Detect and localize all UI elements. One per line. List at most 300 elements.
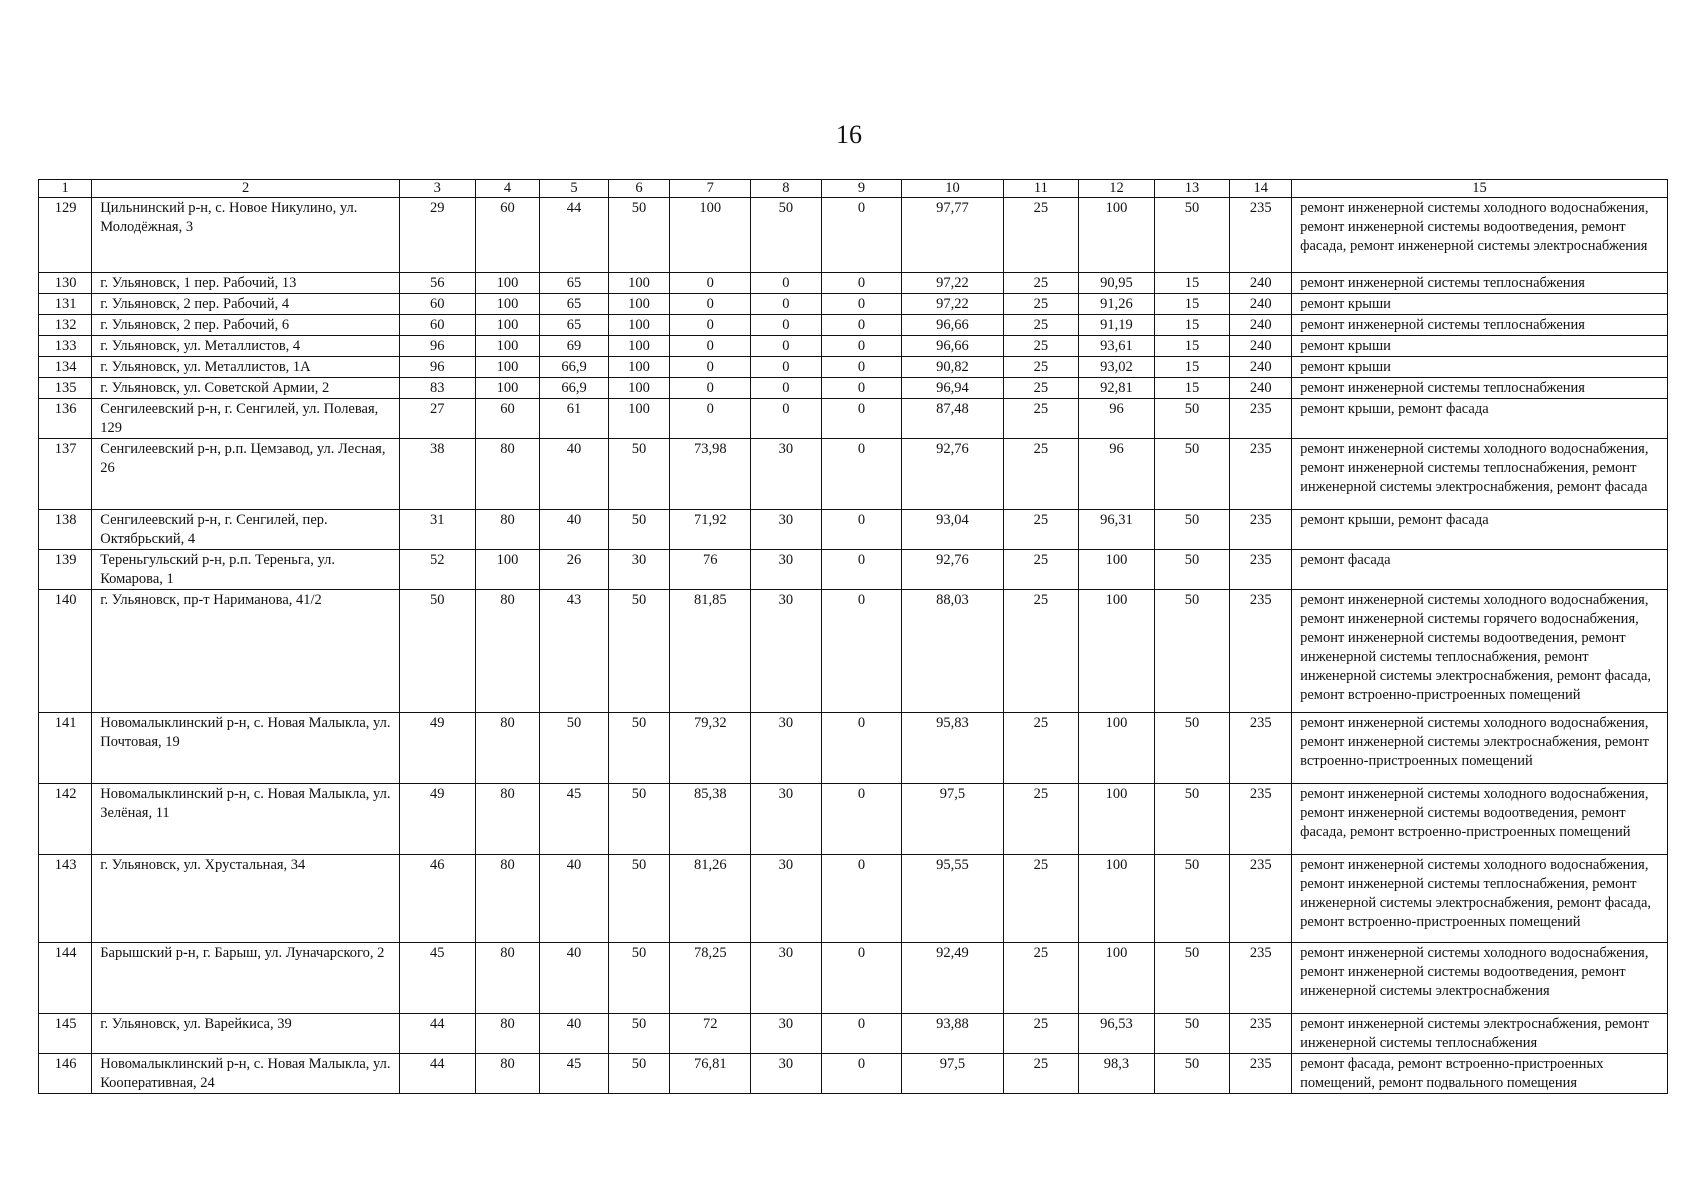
row-number-cell: 132 <box>39 315 92 336</box>
address-cell: г. Ульяновск, ул. Советской Армии, 2 <box>92 378 400 399</box>
repair-register-table <box>38 179 1668 1094</box>
value-cell-col-5: 45 <box>540 784 608 855</box>
value-cell-col-6: 50 <box>608 439 670 510</box>
value-cell-col-12: 98,3 <box>1079 1054 1155 1094</box>
work-type-cell: ремонт крыши <box>1292 357 1668 378</box>
row-number-cell: 137 <box>39 439 92 510</box>
value-cell-col-14: 240 <box>1230 357 1292 378</box>
value-cell-col-7: 81,26 <box>670 855 751 943</box>
column-header: 15 <box>1292 180 1668 198</box>
value-cell-col-10: 96,66 <box>902 315 1003 336</box>
table-row <box>39 198 1668 273</box>
value-cell-col-14: 235 <box>1230 198 1292 273</box>
table-row <box>39 590 1668 713</box>
value-cell-col-13: 50 <box>1154 198 1230 273</box>
value-cell-col-4: 100 <box>475 294 540 315</box>
value-cell-col-10: 87,48 <box>902 399 1003 439</box>
value-cell-col-5: 65 <box>540 315 608 336</box>
work-type-cell: ремонт инженерной системы теплоснабжения <box>1292 378 1668 399</box>
value-cell-col-7: 73,98 <box>670 439 751 510</box>
value-cell-col-6: 50 <box>608 1014 670 1054</box>
row-number-cell: 139 <box>39 550 92 590</box>
value-cell-col-13: 15 <box>1154 273 1230 294</box>
value-cell-col-11: 25 <box>1003 294 1079 315</box>
value-cell-col-14: 235 <box>1230 713 1292 784</box>
value-cell-col-6: 100 <box>608 315 670 336</box>
value-cell-col-13: 50 <box>1154 590 1230 713</box>
value-cell-col-4: 80 <box>475 1054 540 1094</box>
value-cell-col-8: 30 <box>751 1054 821 1094</box>
value-cell-col-6: 50 <box>608 784 670 855</box>
address-cell: Цильнинский р-н, с. Новое Никулино, ул. Молодёжная, 3 <box>92 198 400 273</box>
value-cell-col-12: 92,81 <box>1079 378 1155 399</box>
value-cell-col-13: 15 <box>1154 357 1230 378</box>
table-row <box>39 378 1668 399</box>
value-cell-col-9: 0 <box>821 315 902 336</box>
value-cell-col-8: 30 <box>751 943 821 1014</box>
value-cell-col-12: 96,53 <box>1079 1014 1155 1054</box>
value-cell-col-14: 235 <box>1230 1014 1292 1054</box>
column-header: 1 <box>39 180 92 198</box>
value-cell-col-5: 66,9 <box>540 357 608 378</box>
value-cell-col-9: 0 <box>821 273 902 294</box>
value-cell-col-9: 0 <box>821 713 902 784</box>
table-row <box>39 943 1668 1014</box>
value-cell-col-7: 0 <box>670 294 751 315</box>
value-cell-col-12: 90,95 <box>1079 273 1155 294</box>
value-cell-col-11: 25 <box>1003 590 1079 713</box>
value-cell-col-8: 30 <box>751 1014 821 1054</box>
value-cell-col-4: 80 <box>475 510 540 550</box>
value-cell-col-4: 100 <box>475 378 540 399</box>
value-cell-col-8: 50 <box>751 198 821 273</box>
value-cell-col-3: 45 <box>399 943 475 1014</box>
value-cell-col-9: 0 <box>821 550 902 590</box>
work-type-cell: ремонт крыши <box>1292 336 1668 357</box>
work-type-cell: ремонт фасада <box>1292 550 1668 590</box>
value-cell-col-7: 78,25 <box>670 943 751 1014</box>
value-cell-col-8: 30 <box>751 855 821 943</box>
value-cell-col-7: 76,81 <box>670 1054 751 1094</box>
value-cell-col-13: 50 <box>1154 1014 1230 1054</box>
value-cell-col-14: 235 <box>1230 943 1292 1014</box>
value-cell-col-8: 30 <box>751 713 821 784</box>
value-cell-col-10: 97,77 <box>902 198 1003 273</box>
work-type-cell: ремонт крыши, ремонт фасада <box>1292 510 1668 550</box>
value-cell-col-7: 0 <box>670 399 751 439</box>
address-cell: Сенгилеевский р-н, г. Сенгилей, ул. Полевая, 129 <box>92 399 400 439</box>
column-header: 11 <box>1003 180 1079 198</box>
address-cell: Сенгилеевский р-н, г. Сенгилей, пер. Октябрьский, 4 <box>92 510 400 550</box>
value-cell-col-3: 49 <box>399 713 475 784</box>
column-header: 2 <box>92 180 400 198</box>
value-cell-col-5: 40 <box>540 943 608 1014</box>
value-cell-col-9: 0 <box>821 943 902 1014</box>
value-cell-col-9: 0 <box>821 510 902 550</box>
value-cell-col-6: 50 <box>608 855 670 943</box>
value-cell-col-10: 93,04 <box>902 510 1003 550</box>
value-cell-col-5: 61 <box>540 399 608 439</box>
table-row <box>39 315 1668 336</box>
table-row <box>39 855 1668 943</box>
value-cell-col-11: 25 <box>1003 378 1079 399</box>
value-cell-col-8: 0 <box>751 294 821 315</box>
value-cell-col-7: 76 <box>670 550 751 590</box>
value-cell-col-9: 0 <box>821 198 902 273</box>
row-number-cell: 131 <box>39 294 92 315</box>
value-cell-col-13: 15 <box>1154 378 1230 399</box>
address-cell: г. Ульяновск, 2 пер. Рабочий, 6 <box>92 315 400 336</box>
value-cell-col-4: 100 <box>475 550 540 590</box>
value-cell-col-4: 60 <box>475 198 540 273</box>
value-cell-col-4: 80 <box>475 943 540 1014</box>
row-number-cell: 140 <box>39 590 92 713</box>
value-cell-col-12: 93,02 <box>1079 357 1155 378</box>
value-cell-col-8: 0 <box>751 315 821 336</box>
value-cell-col-9: 0 <box>821 294 902 315</box>
value-cell-col-12: 91,19 <box>1079 315 1155 336</box>
work-type-cell: ремонт инженерной системы холодного водоснабжения, ремонт инженерной системы теплоснабжения, ремонт инженерной системы электроснабжения, ремонт фасада, ремонт встроенно-пристроенных помещений <box>1292 855 1668 943</box>
value-cell-col-4: 80 <box>475 590 540 713</box>
value-cell-col-6: 50 <box>608 713 670 784</box>
value-cell-col-3: 52 <box>399 550 475 590</box>
value-cell-col-8: 0 <box>751 336 821 357</box>
value-cell-col-10: 97,5 <box>902 784 1003 855</box>
value-cell-col-10: 97,22 <box>902 273 1003 294</box>
value-cell-col-12: 96 <box>1079 439 1155 510</box>
value-cell-col-11: 25 <box>1003 273 1079 294</box>
row-number-cell: 129 <box>39 198 92 273</box>
value-cell-col-11: 25 <box>1003 510 1079 550</box>
value-cell-col-11: 25 <box>1003 550 1079 590</box>
table-row <box>39 510 1668 550</box>
value-cell-col-7: 85,38 <box>670 784 751 855</box>
work-type-cell: ремонт инженерной системы теплоснабжения <box>1292 273 1668 294</box>
value-cell-col-13: 50 <box>1154 550 1230 590</box>
value-cell-col-3: 49 <box>399 784 475 855</box>
value-cell-col-14: 235 <box>1230 510 1292 550</box>
address-cell: г. Ульяновск, ул. Хрустальная, 34 <box>92 855 400 943</box>
value-cell-col-3: 50 <box>399 590 475 713</box>
value-cell-col-8: 30 <box>751 590 821 713</box>
value-cell-col-8: 0 <box>751 378 821 399</box>
work-type-cell: ремонт инженерной системы теплоснабжения <box>1292 315 1668 336</box>
value-cell-col-4: 100 <box>475 273 540 294</box>
work-type-cell: ремонт инженерной системы холодного водоснабжения, ремонт инженерной системы теплоснабжения, ремонт инженерной системы электроснабжения, ремонт фасада <box>1292 439 1668 510</box>
value-cell-col-5: 40 <box>540 855 608 943</box>
value-cell-col-14: 240 <box>1230 378 1292 399</box>
table-row <box>39 273 1668 294</box>
table-body <box>39 198 1668 1094</box>
address-cell: г. Ульяновск, ул. Варейкиса, 39 <box>92 1014 400 1054</box>
value-cell-col-11: 25 <box>1003 855 1079 943</box>
value-cell-col-13: 50 <box>1154 784 1230 855</box>
value-cell-col-3: 96 <box>399 357 475 378</box>
value-cell-col-7: 0 <box>670 336 751 357</box>
value-cell-col-11: 25 <box>1003 784 1079 855</box>
value-cell-col-5: 69 <box>540 336 608 357</box>
value-cell-col-3: 96 <box>399 336 475 357</box>
table-row <box>39 1054 1668 1094</box>
value-cell-col-14: 240 <box>1230 294 1292 315</box>
table-row <box>39 294 1668 315</box>
address-cell: г. Ульяновск, 1 пер. Рабочий, 13 <box>92 273 400 294</box>
value-cell-col-13: 15 <box>1154 294 1230 315</box>
value-cell-col-3: 44 <box>399 1054 475 1094</box>
value-cell-col-3: 38 <box>399 439 475 510</box>
table-row <box>39 784 1668 855</box>
value-cell-col-11: 25 <box>1003 315 1079 336</box>
value-cell-col-13: 50 <box>1154 943 1230 1014</box>
value-cell-col-4: 60 <box>475 399 540 439</box>
value-cell-col-3: 83 <box>399 378 475 399</box>
value-cell-col-10: 92,76 <box>902 439 1003 510</box>
value-cell-col-7: 0 <box>670 357 751 378</box>
value-cell-col-12: 100 <box>1079 550 1155 590</box>
value-cell-col-14: 235 <box>1230 855 1292 943</box>
table-row <box>39 357 1668 378</box>
value-cell-col-13: 50 <box>1154 399 1230 439</box>
value-cell-col-11: 25 <box>1003 439 1079 510</box>
row-number-cell: 130 <box>39 273 92 294</box>
value-cell-col-6: 50 <box>608 590 670 713</box>
value-cell-col-4: 100 <box>475 357 540 378</box>
value-cell-col-7: 71,92 <box>670 510 751 550</box>
value-cell-col-9: 0 <box>821 1014 902 1054</box>
work-type-cell: ремонт инженерной системы холодного водоснабжения, ремонт инженерной системы водоотведения, ремонт фасада, ремонт встроенно-пристроенных помещений <box>1292 784 1668 855</box>
value-cell-col-7: 100 <box>670 198 751 273</box>
value-cell-col-8: 0 <box>751 399 821 439</box>
column-header: 14 <box>1230 180 1292 198</box>
row-number-cell: 136 <box>39 399 92 439</box>
address-cell: Новомалыклинский р-н, с. Новая Малыкла, ул. Почтовая, 19 <box>92 713 400 784</box>
column-number-header-row <box>39 180 1668 198</box>
value-cell-col-5: 43 <box>540 590 608 713</box>
value-cell-col-4: 80 <box>475 855 540 943</box>
value-cell-col-13: 50 <box>1154 713 1230 784</box>
value-cell-col-8: 0 <box>751 273 821 294</box>
address-cell: г. Ульяновск, ул. Металлистов, 4 <box>92 336 400 357</box>
value-cell-col-9: 0 <box>821 378 902 399</box>
value-cell-col-8: 30 <box>751 510 821 550</box>
value-cell-col-6: 100 <box>608 357 670 378</box>
row-number-cell: 138 <box>39 510 92 550</box>
value-cell-col-4: 80 <box>475 713 540 784</box>
value-cell-col-12: 96 <box>1079 399 1155 439</box>
row-number-cell: 133 <box>39 336 92 357</box>
address-cell: г. Ульяновск, ул. Металлистов, 1А <box>92 357 400 378</box>
column-header: 5 <box>540 180 608 198</box>
value-cell-col-5: 65 <box>540 294 608 315</box>
value-cell-col-5: 45 <box>540 1054 608 1094</box>
value-cell-col-11: 25 <box>1003 1014 1079 1054</box>
value-cell-col-11: 25 <box>1003 399 1079 439</box>
value-cell-col-7: 0 <box>670 273 751 294</box>
value-cell-col-7: 0 <box>670 378 751 399</box>
value-cell-col-6: 100 <box>608 378 670 399</box>
value-cell-col-6: 100 <box>608 294 670 315</box>
value-cell-col-6: 50 <box>608 510 670 550</box>
value-cell-col-14: 240 <box>1230 336 1292 357</box>
value-cell-col-7: 72 <box>670 1014 751 1054</box>
value-cell-col-6: 50 <box>608 943 670 1014</box>
value-cell-col-9: 0 <box>821 336 902 357</box>
value-cell-col-12: 100 <box>1079 784 1155 855</box>
address-cell: Новомалыклинский р-н, с. Новая Малыкла, ул. Зелёная, 11 <box>92 784 400 855</box>
value-cell-col-9: 0 <box>821 1054 902 1094</box>
table-row <box>39 550 1668 590</box>
value-cell-col-7: 81,85 <box>670 590 751 713</box>
row-number-cell: 142 <box>39 784 92 855</box>
work-type-cell: ремонт крыши <box>1292 294 1668 315</box>
value-cell-col-11: 25 <box>1003 943 1079 1014</box>
value-cell-col-3: 46 <box>399 855 475 943</box>
value-cell-col-5: 26 <box>540 550 608 590</box>
value-cell-col-5: 44 <box>540 198 608 273</box>
value-cell-col-9: 0 <box>821 590 902 713</box>
address-cell: Сенгилеевский р-н, р.п. Цемзавод, ул. Лесная, 26 <box>92 439 400 510</box>
value-cell-col-13: 50 <box>1154 510 1230 550</box>
column-header: 8 <box>751 180 821 198</box>
value-cell-col-11: 25 <box>1003 357 1079 378</box>
value-cell-col-12: 91,26 <box>1079 294 1155 315</box>
value-cell-col-3: 44 <box>399 1014 475 1054</box>
row-number-cell: 145 <box>39 1014 92 1054</box>
row-number-cell: 134 <box>39 357 92 378</box>
value-cell-col-7: 0 <box>670 315 751 336</box>
row-number-cell: 144 <box>39 943 92 1014</box>
value-cell-col-13: 50 <box>1154 439 1230 510</box>
column-header: 9 <box>821 180 902 198</box>
value-cell-col-9: 0 <box>821 399 902 439</box>
value-cell-col-10: 92,76 <box>902 550 1003 590</box>
value-cell-col-14: 235 <box>1230 399 1292 439</box>
column-header: 13 <box>1154 180 1230 198</box>
value-cell-col-14: 235 <box>1230 784 1292 855</box>
value-cell-col-4: 80 <box>475 1014 540 1054</box>
address-cell: г. Ульяновск, пр-т Нариманова, 41/2 <box>92 590 400 713</box>
value-cell-col-10: 90,82 <box>902 357 1003 378</box>
value-cell-col-11: 25 <box>1003 198 1079 273</box>
value-cell-col-3: 29 <box>399 198 475 273</box>
value-cell-col-3: 27 <box>399 399 475 439</box>
value-cell-col-5: 40 <box>540 510 608 550</box>
work-type-cell: ремонт фасада, ремонт встроенно-пристроенных помещений, ремонт подвального помещения <box>1292 1054 1668 1094</box>
work-type-cell: ремонт инженерной системы электроснабжения, ремонт инженерной системы теплоснабжения <box>1292 1014 1668 1054</box>
address-cell: Барышский р-н, г. Барыш, ул. Луначарского, 2 <box>92 943 400 1014</box>
value-cell-col-6: 100 <box>608 399 670 439</box>
value-cell-col-10: 96,66 <box>902 336 1003 357</box>
row-number-cell: 141 <box>39 713 92 784</box>
column-header: 3 <box>399 180 475 198</box>
value-cell-col-13: 50 <box>1154 1054 1230 1094</box>
row-number-cell: 135 <box>39 378 92 399</box>
value-cell-col-6: 100 <box>608 273 670 294</box>
value-cell-col-14: 235 <box>1230 1054 1292 1094</box>
value-cell-col-6: 30 <box>608 550 670 590</box>
row-number-cell: 143 <box>39 855 92 943</box>
value-cell-col-10: 97,5 <box>902 1054 1003 1094</box>
value-cell-col-3: 56 <box>399 273 475 294</box>
value-cell-col-10: 97,22 <box>902 294 1003 315</box>
value-cell-col-14: 235 <box>1230 439 1292 510</box>
value-cell-col-14: 240 <box>1230 273 1292 294</box>
value-cell-col-8: 30 <box>751 784 821 855</box>
value-cell-col-11: 25 <box>1003 713 1079 784</box>
table-row <box>39 1014 1668 1054</box>
value-cell-col-13: 15 <box>1154 336 1230 357</box>
value-cell-col-4: 100 <box>475 315 540 336</box>
value-cell-col-11: 25 <box>1003 1054 1079 1094</box>
work-type-cell: ремонт крыши, ремонт фасада <box>1292 399 1668 439</box>
value-cell-col-12: 100 <box>1079 713 1155 784</box>
value-cell-col-14: 235 <box>1230 550 1292 590</box>
value-cell-col-9: 0 <box>821 439 902 510</box>
work-type-cell: ремонт инженерной системы холодного водоснабжения, ремонт инженерной системы водоотведения, ремонт фасада, ремонт инженерной системы электроснабжения <box>1292 198 1668 273</box>
value-cell-col-10: 95,83 <box>902 713 1003 784</box>
value-cell-col-5: 66,9 <box>540 378 608 399</box>
table-row <box>39 399 1668 439</box>
value-cell-col-5: 65 <box>540 273 608 294</box>
value-cell-col-8: 30 <box>751 550 821 590</box>
value-cell-col-10: 95,55 <box>902 855 1003 943</box>
value-cell-col-4: 80 <box>475 439 540 510</box>
value-cell-col-10: 96,94 <box>902 378 1003 399</box>
value-cell-col-7: 79,32 <box>670 713 751 784</box>
row-number-cell: 146 <box>39 1054 92 1094</box>
value-cell-col-9: 0 <box>821 357 902 378</box>
value-cell-col-13: 15 <box>1154 315 1230 336</box>
value-cell-col-5: 40 <box>540 439 608 510</box>
value-cell-col-3: 31 <box>399 510 475 550</box>
work-type-cell: ремонт инженерной системы холодного водоснабжения, ремонт инженерной системы электроснабжения, ремонт встроенно-пристроенных помещений <box>1292 713 1668 784</box>
value-cell-col-12: 100 <box>1079 855 1155 943</box>
value-cell-col-12: 96,31 <box>1079 510 1155 550</box>
value-cell-col-8: 30 <box>751 439 821 510</box>
column-header: 4 <box>475 180 540 198</box>
value-cell-col-12: 100 <box>1079 943 1155 1014</box>
column-header: 12 <box>1079 180 1155 198</box>
value-cell-col-10: 88,03 <box>902 590 1003 713</box>
value-cell-col-4: 80 <box>475 784 540 855</box>
page-number: 16 <box>836 120 862 149</box>
value-cell-col-10: 93,88 <box>902 1014 1003 1054</box>
column-header: 6 <box>608 180 670 198</box>
value-cell-col-14: 240 <box>1230 315 1292 336</box>
address-cell: г. Ульяновск, 2 пер. Рабочий, 4 <box>92 294 400 315</box>
value-cell-col-4: 100 <box>475 336 540 357</box>
column-header: 7 <box>670 180 751 198</box>
table-row <box>39 439 1668 510</box>
value-cell-col-6: 50 <box>608 198 670 273</box>
value-cell-col-9: 0 <box>821 784 902 855</box>
work-type-cell: ремонт инженерной системы холодного водоснабжения, ремонт инженерной системы водоотведения, ремонт инженерной системы электроснабжения <box>1292 943 1668 1014</box>
column-header: 10 <box>902 180 1003 198</box>
value-cell-col-3: 60 <box>399 294 475 315</box>
value-cell-col-14: 235 <box>1230 590 1292 713</box>
value-cell-col-12: 100 <box>1079 590 1155 713</box>
value-cell-col-12: 93,61 <box>1079 336 1155 357</box>
value-cell-col-10: 92,49 <box>902 943 1003 1014</box>
value-cell-col-5: 40 <box>540 1014 608 1054</box>
work-type-cell: ремонт инженерной системы холодного водоснабжения, ремонт инженерной системы горячего водоснабжения, ремонт инженерной системы водоотведения, ремонт инженерной системы теплоснабжения, ремонт инженерной системы электроснабжения, ремонт фасада, ремонт встроенно-пристроенных помещений <box>1292 590 1668 713</box>
value-cell-col-13: 50 <box>1154 855 1230 943</box>
value-cell-col-3: 60 <box>399 315 475 336</box>
value-cell-col-12: 100 <box>1079 198 1155 273</box>
table-row <box>39 713 1668 784</box>
value-cell-col-5: 50 <box>540 713 608 784</box>
value-cell-col-6: 50 <box>608 1054 670 1094</box>
